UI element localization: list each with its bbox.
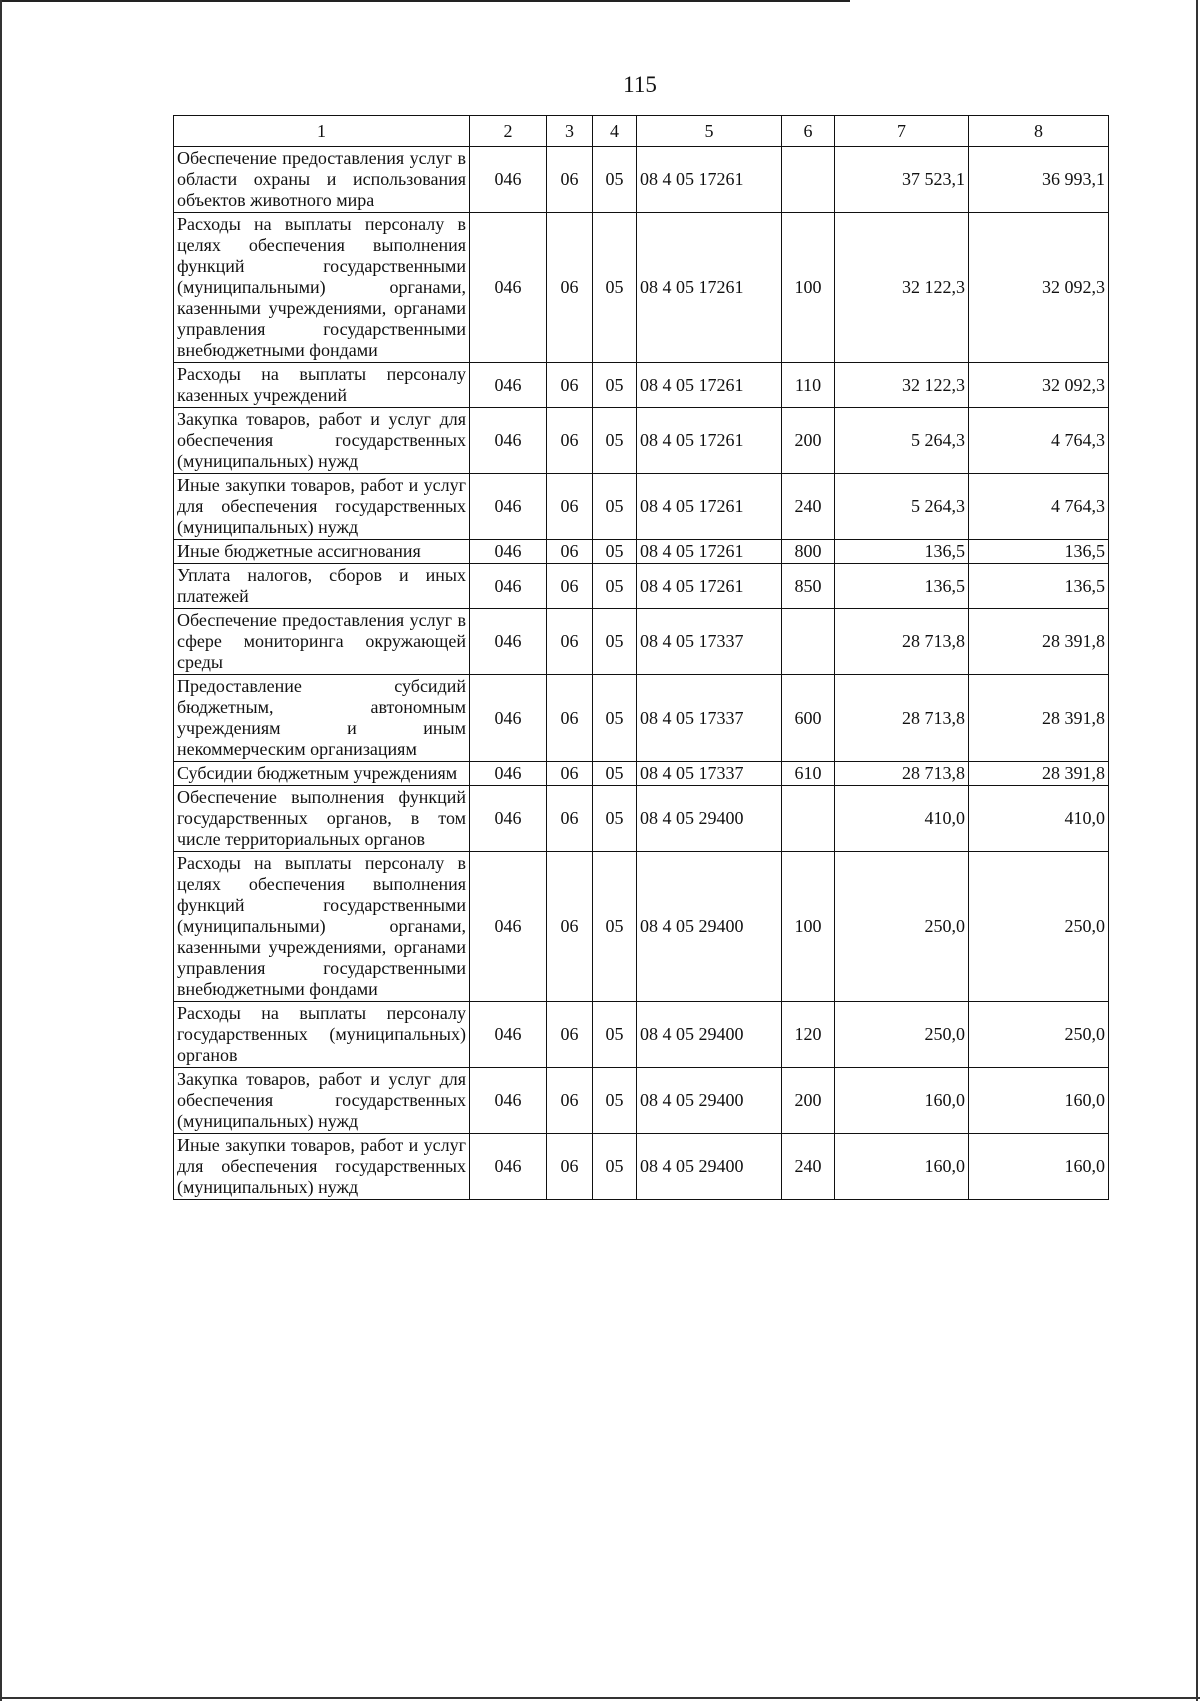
row-section-code: 06 bbox=[547, 147, 593, 213]
table-row bbox=[174, 564, 1109, 609]
row-section-code: 06 bbox=[547, 852, 593, 1002]
row-amount-a: 250,0 bbox=[835, 1002, 969, 1068]
row-section-code: 06 bbox=[547, 540, 593, 564]
row-description: Иные бюджетные ассигнования bbox=[174, 540, 470, 564]
page-border-right bbox=[1196, 0, 1198, 1701]
row-subsection-code: 05 bbox=[593, 1134, 637, 1200]
row-expense-type: 110 bbox=[782, 363, 835, 408]
row-expense-type: 120 bbox=[782, 1002, 835, 1068]
table-row bbox=[174, 540, 1109, 564]
row-section-code: 06 bbox=[547, 363, 593, 408]
row-subsection-code: 05 bbox=[593, 147, 637, 213]
table-row bbox=[174, 609, 1109, 675]
row-admin-code: 046 bbox=[470, 1068, 547, 1134]
table-row bbox=[174, 474, 1109, 540]
row-section-code: 06 bbox=[547, 675, 593, 762]
row-admin-code: 046 bbox=[470, 147, 547, 213]
row-subsection-code: 05 bbox=[593, 213, 637, 363]
row-admin-code: 046 bbox=[470, 474, 547, 540]
row-description: Обеспечение предоставления услуг в области охраны и использования объектов животного мира bbox=[174, 147, 470, 213]
page-border-top bbox=[0, 0, 850, 2]
row-expense-type: 200 bbox=[782, 1068, 835, 1134]
row-section-code: 06 bbox=[547, 564, 593, 609]
row-subsection-code: 05 bbox=[593, 474, 637, 540]
row-admin-code: 046 bbox=[470, 564, 547, 609]
row-admin-code: 046 bbox=[470, 1134, 547, 1200]
row-expense-type bbox=[782, 609, 835, 675]
row-amount-a: 28 713,8 bbox=[835, 609, 969, 675]
row-expense-type bbox=[782, 147, 835, 213]
row-section-code: 06 bbox=[547, 786, 593, 852]
row-amount-b: 28 391,8 bbox=[969, 609, 1109, 675]
row-target-code: 08 4 05 17337 bbox=[637, 609, 782, 675]
column-header: 8 bbox=[969, 116, 1109, 147]
row-amount-b: 136,5 bbox=[969, 540, 1109, 564]
row-target-code: 08 4 05 29400 bbox=[637, 786, 782, 852]
row-admin-code: 046 bbox=[470, 852, 547, 1002]
row-section-code: 06 bbox=[547, 1068, 593, 1134]
row-subsection-code: 05 bbox=[593, 786, 637, 852]
row-description: Закупка товаров, работ и услуг для обеспечения государственных (муниципальных) нужд bbox=[174, 1068, 470, 1134]
row-section-code: 06 bbox=[547, 1002, 593, 1068]
row-subsection-code: 05 bbox=[593, 540, 637, 564]
row-amount-a: 5 264,3 bbox=[835, 408, 969, 474]
row-admin-code: 046 bbox=[470, 609, 547, 675]
row-amount-b: 28 391,8 bbox=[969, 675, 1109, 762]
row-section-code: 06 bbox=[547, 213, 593, 363]
table-row bbox=[174, 762, 1109, 786]
row-description: Иные закупки товаров, работ и услуг для обеспечения государственных (муниципальных) нужд bbox=[174, 1134, 470, 1200]
row-subsection-code: 05 bbox=[593, 363, 637, 408]
table-body bbox=[174, 147, 1109, 1200]
row-expense-type: 200 bbox=[782, 408, 835, 474]
row-amount-b: 36 993,1 bbox=[969, 147, 1109, 213]
column-header: 3 bbox=[547, 116, 593, 147]
row-section-code: 06 bbox=[547, 762, 593, 786]
row-amount-a: 160,0 bbox=[835, 1134, 969, 1200]
table-row bbox=[174, 1068, 1109, 1134]
row-amount-a: 32 122,3 bbox=[835, 363, 969, 408]
row-subsection-code: 05 bbox=[593, 609, 637, 675]
row-amount-b: 136,5 bbox=[969, 564, 1109, 609]
row-description: Закупка товаров, работ и услуг для обеспечения государственных (муниципальных) нужд bbox=[174, 408, 470, 474]
row-expense-type: 850 bbox=[782, 564, 835, 609]
row-target-code: 08 4 05 17261 bbox=[637, 474, 782, 540]
row-description: Расходы на выплаты персоналу казенных учреждений bbox=[174, 363, 470, 408]
row-target-code: 08 4 05 17261 bbox=[637, 363, 782, 408]
row-target-code: 08 4 05 29400 bbox=[637, 1002, 782, 1068]
row-target-code: 08 4 05 17261 bbox=[637, 540, 782, 564]
table-row bbox=[174, 786, 1109, 852]
row-description: Уплата налогов, сборов и иных платежей bbox=[174, 564, 470, 609]
row-description: Расходы на выплаты персоналу государственных (муниципальных) органов bbox=[174, 1002, 470, 1068]
row-description: Предоставление субсидий бюджетным, автономным учреждениям и иным некоммерческим организациям bbox=[174, 675, 470, 762]
column-header: 6 bbox=[782, 116, 835, 147]
row-expense-type: 240 bbox=[782, 1134, 835, 1200]
row-amount-a: 37 523,1 bbox=[835, 147, 969, 213]
table-header-row bbox=[174, 116, 1109, 147]
row-admin-code: 046 bbox=[470, 762, 547, 786]
table-row bbox=[174, 147, 1109, 213]
row-subsection-code: 05 bbox=[593, 1068, 637, 1134]
row-amount-b: 250,0 bbox=[969, 1002, 1109, 1068]
row-subsection-code: 05 bbox=[593, 852, 637, 1002]
row-subsection-code: 05 bbox=[593, 564, 637, 609]
budget-table bbox=[173, 115, 1109, 1200]
table-row bbox=[174, 363, 1109, 408]
row-target-code: 08 4 05 17261 bbox=[637, 147, 782, 213]
row-target-code: 08 4 05 29400 bbox=[637, 1068, 782, 1134]
row-target-code: 08 4 05 29400 bbox=[637, 852, 782, 1002]
row-amount-b: 32 092,3 bbox=[969, 213, 1109, 363]
row-description: Расходы на выплаты персоналу в целях обеспечения выполнения функций государственными (муниципальными) органами, казенными учреждениями, органами управления государственными внебюджетными фондами bbox=[174, 852, 470, 1002]
row-amount-b: 160,0 bbox=[969, 1134, 1109, 1200]
row-expense-type: 100 bbox=[782, 213, 835, 363]
row-target-code: 08 4 05 17261 bbox=[637, 408, 782, 474]
row-amount-a: 28 713,8 bbox=[835, 762, 969, 786]
row-amount-a: 250,0 bbox=[835, 852, 969, 1002]
row-admin-code: 046 bbox=[470, 1002, 547, 1068]
row-description: Иные закупки товаров, работ и услуг для обеспечения государственных (муниципальных) нужд bbox=[174, 474, 470, 540]
row-admin-code: 046 bbox=[470, 363, 547, 408]
column-header: 4 bbox=[593, 116, 637, 147]
row-amount-a: 136,5 bbox=[835, 540, 969, 564]
row-amount-b: 4 764,3 bbox=[969, 474, 1109, 540]
table-row bbox=[174, 408, 1109, 474]
row-amount-b: 32 092,3 bbox=[969, 363, 1109, 408]
row-target-code: 08 4 05 17261 bbox=[637, 564, 782, 609]
row-admin-code: 046 bbox=[470, 675, 547, 762]
row-amount-b: 28 391,8 bbox=[969, 762, 1109, 786]
row-description: Субсидии бюджетным учреждениям bbox=[174, 762, 470, 786]
table-row bbox=[174, 1002, 1109, 1068]
row-expense-type: 100 bbox=[782, 852, 835, 1002]
table-row bbox=[174, 852, 1109, 1002]
page-number: 115 bbox=[623, 72, 657, 97]
row-section-code: 06 bbox=[547, 474, 593, 540]
column-header: 2 bbox=[470, 116, 547, 147]
column-header: 1 bbox=[174, 116, 470, 147]
row-amount-b: 250,0 bbox=[969, 852, 1109, 1002]
row-target-code: 08 4 05 17337 bbox=[637, 675, 782, 762]
row-section-code: 06 bbox=[547, 609, 593, 675]
row-amount-a: 28 713,8 bbox=[835, 675, 969, 762]
row-description: Обеспечение выполнения функций государственных органов, в том числе территориальных органов bbox=[174, 786, 470, 852]
page-border-bottom bbox=[0, 1697, 1200, 1699]
row-admin-code: 046 bbox=[470, 213, 547, 363]
table-row bbox=[174, 213, 1109, 363]
row-section-code: 06 bbox=[547, 408, 593, 474]
row-amount-a: 160,0 bbox=[835, 1068, 969, 1134]
row-subsection-code: 05 bbox=[593, 675, 637, 762]
row-amount-a: 136,5 bbox=[835, 564, 969, 609]
row-expense-type: 240 bbox=[782, 474, 835, 540]
row-amount-b: 160,0 bbox=[969, 1068, 1109, 1134]
row-description: Обеспечение предоставления услуг в сфере мониторинга окружающей среды bbox=[174, 609, 470, 675]
row-admin-code: 046 bbox=[470, 408, 547, 474]
table-row bbox=[174, 1134, 1109, 1200]
row-target-code: 08 4 05 29400 bbox=[637, 1134, 782, 1200]
row-amount-b: 4 764,3 bbox=[969, 408, 1109, 474]
row-admin-code: 046 bbox=[470, 540, 547, 564]
row-admin-code: 046 bbox=[470, 786, 547, 852]
table-row bbox=[174, 675, 1109, 762]
row-target-code: 08 4 05 17261 bbox=[637, 213, 782, 363]
row-expense-type: 800 bbox=[782, 540, 835, 564]
column-header: 7 bbox=[835, 116, 969, 147]
row-expense-type: 600 bbox=[782, 675, 835, 762]
row-subsection-code: 05 bbox=[593, 408, 637, 474]
row-target-code: 08 4 05 17337 bbox=[637, 762, 782, 786]
row-expense-type bbox=[782, 786, 835, 852]
row-description: Расходы на выплаты персоналу в целях обеспечения выполнения функций государственными (муниципальными) органами, казенными учреждениями, органами управления государственными внебюджетными фондами bbox=[174, 213, 470, 363]
row-subsection-code: 05 bbox=[593, 762, 637, 786]
row-amount-b: 410,0 bbox=[969, 786, 1109, 852]
row-section-code: 06 bbox=[547, 1134, 593, 1200]
column-header: 5 bbox=[637, 116, 782, 147]
row-subsection-code: 05 bbox=[593, 1002, 637, 1068]
page-border-left bbox=[0, 0, 2, 1701]
row-amount-a: 5 264,3 bbox=[835, 474, 969, 540]
row-amount-a: 410,0 bbox=[835, 786, 969, 852]
row-expense-type: 610 bbox=[782, 762, 835, 786]
row-amount-a: 32 122,3 bbox=[835, 213, 969, 363]
